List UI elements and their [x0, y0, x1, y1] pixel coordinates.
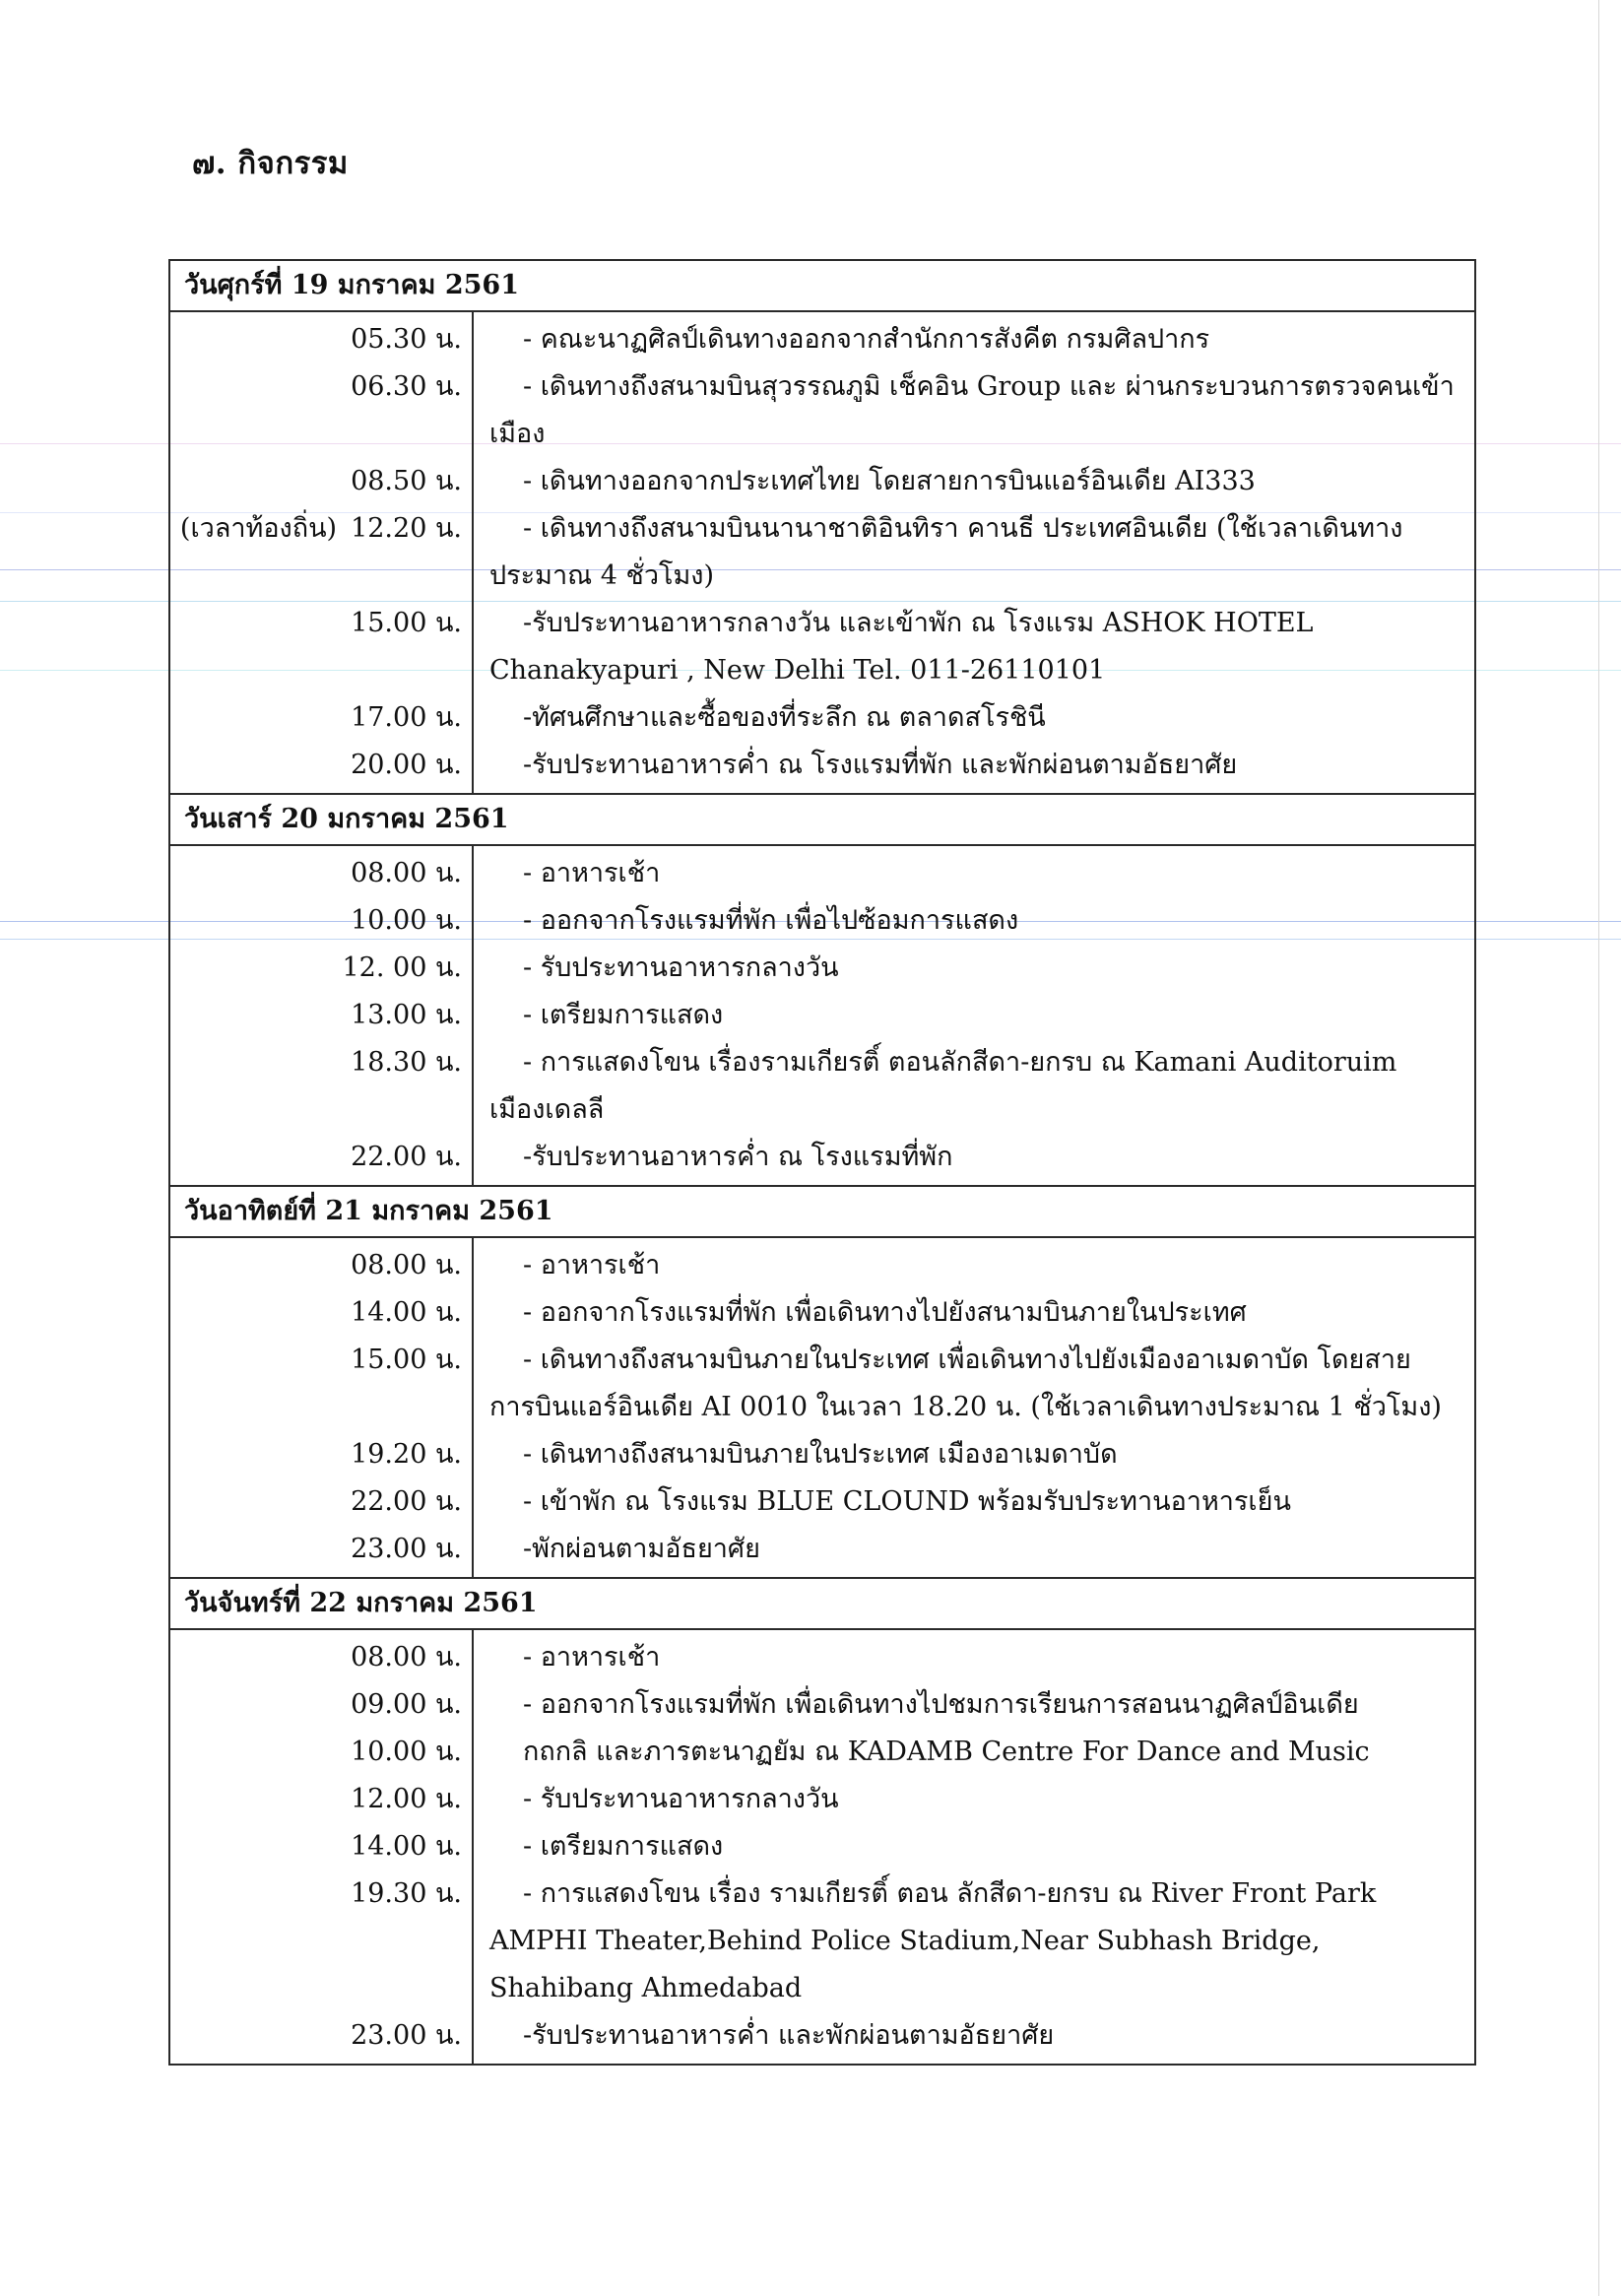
activity-description-cell	[472, 1242, 1474, 1289]
activity-item	[170, 742, 1474, 789]
activity-time: 09.00 น.	[351, 1689, 462, 1720]
activity-description-cell	[472, 505, 1474, 600]
activity-time-cell	[170, 1134, 472, 1181]
activity-time-cell	[170, 945, 472, 992]
activity-description-cell	[472, 1729, 1474, 1776]
activity-description: -รับประทานอาหารค่ำ ณ โรงแรมที่พัก และพักผ่อนตามอัธยาศัย	[523, 750, 1238, 780]
activity-list	[170, 1630, 1474, 2064]
activity-description-cell	[472, 363, 1474, 458]
activity-time-cell	[170, 316, 472, 363]
activity-time-cell	[170, 1039, 472, 1134]
column-divider	[472, 846, 474, 1185]
activity-description: - การแสดงโขน เรื่องรามเกียรติ์ ตอนลักสีดา-ยกรบ ณ Kamani Auditoruim เมืองเดลลี	[489, 1047, 1397, 1125]
activity-description: -พักผ่อนตามอัธยาศัย	[523, 1534, 760, 1564]
activity-list	[170, 312, 1474, 793]
activity-description: - เดินทางถึงสนามบินภายในประเทศ เมืองอาเมดาบัด	[523, 1439, 1118, 1470]
activity-time: 20.00 น.	[351, 750, 462, 780]
activity-time-cell	[170, 600, 472, 694]
activity-time-cell	[170, 1776, 472, 1823]
activity-description: - เดินทางถึงสนามบินสุวรรณภูมิ เช็คอิน Group และ ผ่านกระบวนการตรวจคนเข้าเมือง	[489, 371, 1455, 449]
activity-item	[170, 1526, 1474, 1573]
activity-time: 19.30 น.	[351, 1878, 462, 1909]
activity-description: - เดินทางถึงสนามบินภายในประเทศ เพื่อเดินทางไปยังเมืองอาเมดาบัด โดยสายการบินแอร์อินเดีย AI 0010 ในเวลา 18.20 น. (ใช้เวลาเดินทางประมาณ 1 ชั่วโมง)	[489, 1345, 1442, 1422]
activity-time-cell	[170, 1526, 472, 1573]
scan-edge	[1598, 0, 1599, 2296]
activity-time: 18.30 น.	[351, 1047, 462, 1078]
activity-time: 22.00 น.	[351, 1486, 462, 1517]
activity-time-cell	[170, 1823, 472, 1870]
activity-description-cell	[472, 1776, 1474, 1823]
day-activities-row	[169, 1237, 1475, 1578]
activity-item	[170, 1039, 1474, 1134]
activity-description: - รับประทานอาหารกลางวัน	[523, 952, 839, 983]
activity-description-cell	[472, 945, 1474, 992]
activity-list	[170, 846, 1474, 1185]
activity-time: 08.00 น.	[351, 1642, 462, 1673]
activity-description-cell	[472, 1431, 1474, 1478]
day-activities-row	[169, 845, 1475, 1186]
activity-description-cell	[472, 1870, 1474, 2012]
activity-time: 14.00 น.	[351, 1297, 462, 1328]
activity-item	[170, 316, 1474, 363]
day-activities-cell	[169, 1629, 1475, 2065]
activity-item	[170, 945, 1474, 992]
activity-time: 12. 00 น.	[342, 952, 462, 983]
day-header-row	[169, 1186, 1475, 1237]
activity-time: 15.00 น.	[351, 608, 462, 638]
activity-description: - เตรียมการแสดง	[523, 1000, 724, 1030]
activity-item	[170, 992, 1474, 1039]
activity-item	[170, 1823, 1474, 1870]
activity-description-cell	[472, 1681, 1474, 1729]
activity-description: - ออกจากโรงแรมที่พัก เพื่อไปซ้อมการแสดง	[523, 905, 1019, 936]
day-activities-cell	[169, 1237, 1475, 1578]
activity-time-cell	[170, 505, 472, 600]
day-activities-cell	[169, 311, 1475, 794]
activity-time: 17.00 น.	[351, 702, 462, 733]
activity-item	[170, 1431, 1474, 1478]
day-label: วันจันทร์ที่ 22 มกราคม 2561	[169, 1578, 1475, 1629]
day-header-row	[169, 260, 1475, 311]
activity-time: 19.20 น.	[351, 1439, 462, 1470]
activity-time-cell	[170, 1337, 472, 1431]
activity-item	[170, 850, 1474, 897]
activity-description: - รับประทานอาหารกลางวัน	[523, 1784, 839, 1814]
day-label: วันเสาร์ 20 มกราคม 2561	[169, 794, 1475, 845]
activity-time: 08.00 น.	[351, 1250, 462, 1280]
activity-description: - อาหารเช้า	[523, 858, 661, 888]
activity-time-cell	[170, 1242, 472, 1289]
activity-description-cell	[472, 694, 1474, 742]
activity-description-cell	[472, 1478, 1474, 1526]
activity-time-cell	[170, 742, 472, 789]
activity-description: -รับประทานอาหารกลางวัน และเข้าพัก ณ โรงแรม ASHOK HOTEL Chanakyapuri , New Delhi Tel. 011-26110101	[489, 608, 1314, 686]
activity-time: 13.00 น.	[351, 1000, 462, 1030]
activity-description-cell	[472, 850, 1474, 897]
activity-list	[170, 1238, 1474, 1577]
column-divider	[472, 1238, 474, 1577]
activity-description: - การแสดงโขน เรื่อง รามเกียรติ์ ตอน ลักสีดา-ยกรบ ณ River Front Park AMPHI Theater,Behind Police Stadium,Near Subhash Bridge, Shahibang Ahmedabad	[489, 1878, 1377, 2003]
activity-time: 08.50 น.	[351, 466, 462, 496]
activity-time: 08.00 น.	[351, 858, 462, 888]
activity-description-cell	[472, 1134, 1474, 1181]
activity-time: 14.00 น.	[351, 1831, 462, 1862]
activity-description-cell	[472, 1634, 1474, 1681]
activity-description: -รับประทานอาหารค่ำ และพักผ่อนตามอัธยาศัย	[523, 2020, 1055, 2051]
activity-description-cell	[472, 1337, 1474, 1431]
activity-description: - ออกจากโรงแรมที่พัก เพื่อเดินทางไปยังสนามบินภายในประเทศ	[523, 1297, 1247, 1328]
activity-item	[170, 694, 1474, 742]
activity-item	[170, 1634, 1474, 1681]
activity-description: - เดินทางถึงสนามบินนานาชาติอินทิรา คานธี ประเทศอินเดีย (ใช้เวลาเดินทางประมาณ 4 ชั่วโมง)	[489, 513, 1403, 591]
activity-time-cell	[170, 363, 472, 458]
column-divider	[472, 312, 474, 793]
day-activities-cell	[169, 845, 1475, 1186]
activity-description: กถกลิ และภารตะนาฏยัม ณ KADAMB Centre For Dance and Music	[523, 1737, 1370, 1767]
activity-item	[170, 1776, 1474, 1823]
activity-description-cell	[472, 458, 1474, 505]
activity-time-cell	[170, 1289, 472, 1337]
activity-time-cell	[170, 992, 472, 1039]
activity-description: -ทัศนศึกษาและซื้อของที่ระลึก ณ ตลาดสโรชินี	[523, 702, 1046, 733]
activity-time-cell	[170, 458, 472, 505]
activity-time-cell	[170, 1870, 472, 2012]
activity-time: 23.00 น.	[351, 2020, 462, 2051]
activity-description-cell	[472, 992, 1474, 1039]
activity-item	[170, 1478, 1474, 1526]
activity-item	[170, 600, 1474, 694]
day-label: วันศุกร์ที่ 19 มกราคม 2561	[169, 260, 1475, 311]
activity-item	[170, 2012, 1474, 2060]
activity-description-cell	[472, 2012, 1474, 2060]
activity-time: 05.30 น.	[351, 324, 462, 355]
activity-time: 15.00 น.	[351, 1345, 462, 1375]
activity-item	[170, 1289, 1474, 1337]
activity-item	[170, 1729, 1474, 1776]
activity-item	[170, 1870, 1474, 2012]
day-label: วันอาทิตย์ที่ 21 มกราคม 2561	[169, 1186, 1475, 1237]
activity-description: - อาหารเช้า	[523, 1250, 661, 1280]
activity-time-cell	[170, 1681, 472, 1729]
activity-description-cell	[472, 600, 1474, 694]
activity-time: 22.00 น.	[351, 1142, 462, 1172]
activity-time-cell	[170, 694, 472, 742]
activity-description-cell	[472, 897, 1474, 945]
day-header-row	[169, 1578, 1475, 1629]
activity-item	[170, 1134, 1474, 1181]
activity-item	[170, 1242, 1474, 1289]
activity-description: - เข้าพัก ณ โรงแรม BLUE CLOUND พร้อมรับประทานอาหารเย็น	[523, 1486, 1291, 1517]
activity-time: 12.00 น.	[351, 1784, 462, 1814]
day-activities-row	[169, 311, 1475, 794]
activity-description-cell	[472, 316, 1474, 363]
activity-item	[170, 505, 1474, 600]
activity-time: 10.00 น.	[351, 1737, 462, 1767]
activity-time-cell	[170, 1431, 472, 1478]
activity-time-cell	[170, 897, 472, 945]
day-activities-row	[169, 1629, 1475, 2065]
activity-description-cell	[472, 1039, 1474, 1134]
section-heading: ๗. กิจกรรม	[192, 146, 349, 181]
activity-description: - คณะนาฏศิลป์เดินทางออกจากสำนักการสังคีต กรมศิลปากร	[523, 324, 1210, 355]
activity-time-cell	[170, 1634, 472, 1681]
activity-description: - อาหารเช้า	[523, 1642, 661, 1673]
activity-description-cell	[472, 1289, 1474, 1337]
activity-time: 12.20 น.	[351, 513, 462, 544]
activity-time-cell	[170, 2012, 472, 2060]
activity-item	[170, 458, 1474, 505]
schedule-table	[168, 259, 1476, 2066]
activity-item	[170, 897, 1474, 945]
activity-time: 23.00 น.	[351, 1534, 462, 1564]
activity-description: - ออกจากโรงแรมที่พัก เพื่อเดินทางไปชมการเรียนการสอนนาฏศิลป์อินเดีย	[523, 1689, 1359, 1720]
activity-time-cell	[170, 1478, 472, 1526]
activity-description: -รับประทานอาหารค่ำ ณ โรงแรมที่พัก	[523, 1142, 953, 1172]
activity-item	[170, 363, 1474, 458]
time-note: (เวลาท้องถิ่น)	[179, 513, 338, 544]
activity-time: 10.00 น.	[351, 905, 462, 936]
activity-description-cell	[472, 1823, 1474, 1870]
activity-description-cell	[472, 1526, 1474, 1573]
activity-time: 06.30 น.	[351, 371, 462, 402]
column-divider	[472, 1630, 474, 2064]
activity-item	[170, 1337, 1474, 1431]
activity-time-cell	[170, 850, 472, 897]
activity-item	[170, 1681, 1474, 1729]
day-header-row	[169, 794, 1475, 845]
activity-time-cell	[170, 1729, 472, 1776]
activity-description: - เตรียมการแสดง	[523, 1831, 724, 1862]
activity-description: - เดินทางออกจากประเทศไทย โดยสายการบินแอร์อินเดีย AI333	[523, 466, 1256, 496]
activity-description-cell	[472, 742, 1474, 789]
